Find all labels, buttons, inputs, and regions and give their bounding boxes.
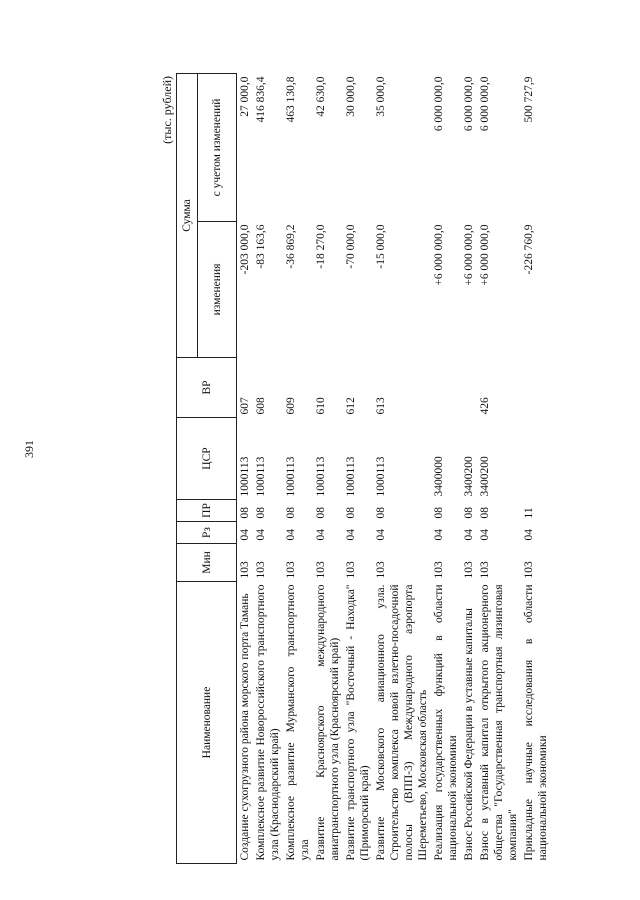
table-row [461, 73, 477, 863]
row-total: 416 836,4 [255, 76, 267, 123]
row-vr [521, 358, 551, 418]
row-total: 6 000 000,0 [479, 76, 491, 132]
row-min: 103 [315, 561, 327, 579]
row-rz: 04 [375, 529, 387, 541]
row-min: 103 [345, 561, 357, 579]
table-row [477, 73, 521, 863]
header-with-change: с учетом изменений [198, 73, 237, 221]
rotated-budget-sheet [160, 74, 586, 864]
row-total: 6 000 000,0 [463, 76, 475, 132]
table-row [343, 73, 373, 863]
table-body [237, 73, 552, 863]
row-change: -70 000,0 [345, 224, 357, 269]
row-min: 103 [255, 561, 267, 579]
row-min: 103 [479, 561, 491, 579]
row-csr: 3400200 [479, 456, 491, 497]
row-change: -226 760,9 [523, 224, 535, 275]
row-rz: 04 [479, 529, 491, 541]
row-vr: 613 [375, 397, 387, 415]
header-sum: Сумма [177, 73, 198, 357]
row-rz: 04 [463, 529, 475, 541]
row-rz: 04 [239, 529, 251, 541]
row-csr: 1000113 [285, 456, 297, 497]
row-csr: 1000113 [239, 456, 251, 497]
row-pr: 08 [463, 507, 475, 519]
row-change: +6 000 000,0 [479, 224, 491, 286]
row-csr: 1000113 [375, 456, 387, 497]
header-change: изменения [198, 222, 237, 358]
header-csr: ЦСР [177, 418, 237, 500]
row-name: Развитие Красноярского международного авиатранспортного узла (Красноярский край) [315, 584, 341, 861]
row-name: Создание сухогрузного района морского порта Тамань [239, 593, 251, 861]
table-row [237, 73, 254, 863]
units-label: (тыс. рублей) [160, 76, 174, 144]
row-rz: 04 [315, 529, 327, 541]
row-vr: 612 [345, 397, 357, 415]
row-total: 500 727,9 [523, 76, 535, 123]
row-total: 35 000,0 [375, 76, 387, 117]
row-change: -203 000,0 [239, 224, 251, 275]
row-name: Комплексное развитие Новороссийского транспортного узла (Краснодарский край) [255, 584, 281, 861]
row-total: 27 000,0 [239, 76, 251, 117]
row-pr: 11 [523, 507, 535, 519]
row-min: 103 [463, 561, 475, 579]
row-total: 463 130,8 [285, 76, 297, 123]
row-total: 6 000 000,0 [433, 76, 445, 132]
header-min: Мин [177, 544, 237, 582]
row-vr: 426 [479, 397, 491, 415]
row-rz: 04 [255, 529, 267, 541]
row-pr: 08 [345, 507, 357, 519]
row-csr: 3400000 [433, 456, 445, 497]
row-vr [461, 358, 477, 418]
row-rz: 04 [285, 529, 297, 541]
row-min: 103 [285, 561, 297, 579]
row-name: Взнос Российской Федерации в уставные капиталы [463, 608, 475, 861]
row-min: 103 [523, 561, 535, 579]
header-rz: Рз [177, 522, 237, 544]
row-change: -36 869,2 [285, 224, 297, 269]
row-pr: 08 [375, 507, 387, 519]
row-pr: 08 [433, 507, 445, 519]
row-total: 42 630,0 [315, 76, 327, 117]
row-pr: 08 [239, 507, 251, 519]
header-pr: ПР [177, 500, 237, 522]
row-name: Развитие Московского авиационного узла. Строительство комплекса новой взлетно-посадочной полосы (ВПП-3) Международного аэропорта Шереметьево, Московская область [375, 584, 429, 861]
row-rz: 04 [345, 529, 357, 541]
row-change: -15 000,0 [375, 224, 387, 269]
row-csr: 3400200 [463, 456, 475, 497]
table-row [283, 73, 313, 863]
row-min: 103 [375, 561, 387, 579]
row-csr: 1000113 [255, 456, 267, 497]
row-csr [521, 418, 551, 500]
row-min: 103 [433, 561, 445, 579]
row-change: +6 000 000,0 [433, 224, 445, 286]
row-total: 30 000,0 [345, 76, 357, 117]
row-change: -83 163,6 [255, 224, 267, 269]
row-pr: 08 [255, 507, 267, 519]
table-row [521, 73, 551, 863]
row-change: -18 270,0 [315, 224, 327, 269]
row-name: Комплексное развитие Мурманского транспортного узла [285, 584, 311, 861]
row-min: 103 [239, 561, 251, 579]
header-name: Наименование [177, 582, 237, 864]
table-row [313, 73, 343, 863]
table-row [253, 73, 283, 863]
header-vr: ВР [177, 358, 237, 418]
row-vr: 610 [315, 397, 327, 415]
row-name: Взнос в уставный капитал открытого акционерного общества "Государственная транспортная лизинговая компания" [479, 584, 519, 861]
row-rz: 04 [523, 529, 535, 541]
row-pr: 08 [315, 507, 327, 519]
row-vr: 609 [285, 397, 297, 415]
row-pr: 08 [285, 507, 297, 519]
row-change: +6 000 000,0 [463, 224, 475, 286]
page-number: 391 [22, 440, 36, 458]
row-name: Развитие транспортного узла "Восточный - Находка" (Приморский край) [345, 584, 371, 861]
row-csr: 1000113 [315, 456, 327, 497]
row-name: Прикладные научные исследования в области национальной экономики [523, 584, 549, 861]
row-vr: 608 [255, 397, 267, 415]
row-vr [431, 358, 461, 418]
row-rz: 04 [433, 529, 445, 541]
table-row [373, 73, 431, 863]
row-vr: 607 [239, 397, 251, 415]
row-name: Реализация государственных функций в области национальной экономики [433, 584, 459, 861]
budget-table [176, 73, 551, 864]
row-csr: 1000113 [345, 456, 357, 497]
table-row [431, 73, 461, 863]
row-pr: 08 [479, 507, 491, 519]
